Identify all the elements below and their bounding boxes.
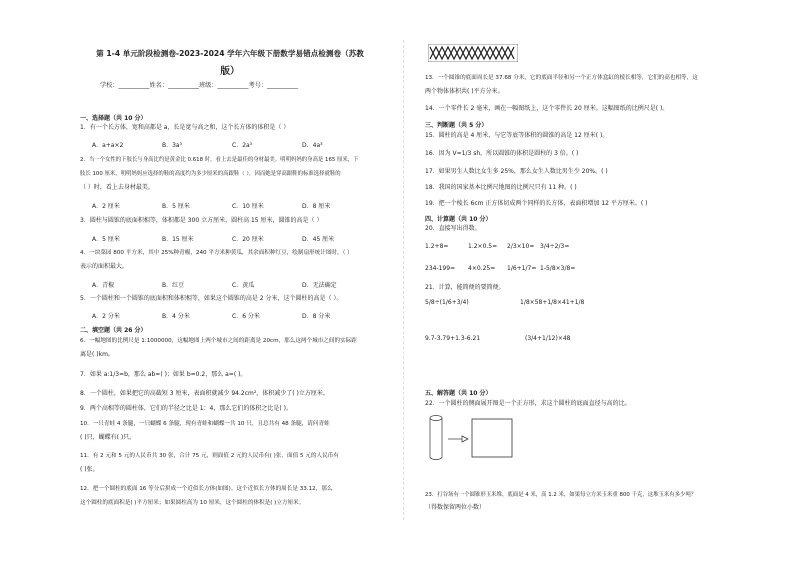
question-3-options <box>92 234 372 243</box>
section-calc-title: 四、计算题（共 10 分） <box>425 216 492 223</box>
question-23-line-1: 23．打谷场有一个圆锥形玉米堆，底面是 4 米，高 1.2 米，如果每立方米玉米重 800 千克，这堆玉米有多少吨？ <box>425 492 697 498</box>
calc-row-1-item-3: 2/3×10= <box>507 243 535 250</box>
option: D．无法确定 <box>302 282 337 289</box>
question-16: 16．因为 V=1/3 sh，所以圆锥的体积是圆柱的 3 倍。( ) <box>425 150 579 157</box>
question-9: 9．两个高相等的圆柱体，它们的半径之比是 1：4，那么它们的体积之比是( )。 <box>80 405 292 412</box>
option: B．5 厘米 <box>162 203 190 210</box>
question-4-options <box>92 280 372 289</box>
student-info-line: 学校：__________姓名：__________班级：__________考号：__________ <box>100 82 298 89</box>
question-2-options <box>92 201 372 210</box>
section-fill-title: 二、填空题（共 26 分） <box>80 327 147 334</box>
option: A．5 厘米 <box>92 236 120 243</box>
question-3: 3．圆柱与圆锥的底面积相等，体积都是 300 立方厘米，圆柱高 15 厘米，圆锥的高是（ ） <box>80 217 323 224</box>
question-13-line-1: 13．一个圆锥的底面周长是 37.68 分米，它的底面半径和另一个正方体盒缸的棱长相等，它们的高也相等，这 <box>425 75 698 81</box>
question-23-line-2: （得数保留两位小数） <box>425 504 486 511</box>
question-5-options <box>92 311 372 320</box>
question-12-line-2: 这个圆柱的底面积是( )平方厘米；如果圆柱高为 10 厘米，这个圆柱的体积是( )立方厘米。 <box>80 500 305 506</box>
logo-zigzag-icon <box>428 44 518 62</box>
question-1-options <box>92 140 372 149</box>
question-4-line-1: 4．一块菜园 800 平方米，其中 25%种青椒，240 平方米种黄瓜，其余面积种红豆，绘制扇形统计图时，（ ） <box>80 250 353 256</box>
option: D．4a³ <box>302 142 323 149</box>
question-11-line-1: 11．有 2 元和 5 元的人民币共 30 张，合计 75 元，则面值 2 元的人民币有( )张，面值 5 元的人民币有 <box>80 453 339 459</box>
square-unfold-shape <box>472 419 512 457</box>
question-13-line-2: 两个物体体积共( )平方分米。 <box>425 88 504 95</box>
cylinder-bottom <box>430 457 442 460</box>
title-line-2: 版） <box>220 66 240 77</box>
calc-row-2-item-3: 1/6+1/7= <box>507 265 537 272</box>
question-4-line-2: 表示的面积最大。 <box>80 263 129 270</box>
question-14: 14．一个零件长 2 毫米，画在一幅图纸上，这个零件长 20 厘米。这幅图纸的比例尺是( )。 <box>425 105 669 112</box>
calc-row-1-item-4: 3/4÷2/3= <box>540 243 570 250</box>
option: D．8 分米 <box>302 313 331 320</box>
calc-row-2-item-4: 1-5/8×3/8= <box>540 265 576 272</box>
question-10-line-1: 10．一只青蛙 4 条腿，一只蝴蝶 6 条腿，现有青蛙和蝴蝶一共 10 只，且总共有 48 条腿，请问青蛙 <box>80 421 330 427</box>
section-judge-title: 三、判断题（共 5 分） <box>425 122 488 129</box>
option: B．4 分米 <box>162 313 190 320</box>
option: B．15 厘米 <box>162 236 194 243</box>
question-15: 15．圆柱的高是 4 厘米，与它等底等体积的圆锥的高是 12 厘米( )。 <box>425 132 609 139</box>
question-1: 1．有一个长方体，宽和高都是 a，长是宽与高之和，这个长方体的体积是（ ） <box>80 124 290 131</box>
question-6-line-1: 6．一幅地图的比例尺是 1:1000000，这幅地图上两个城市之间的距离是 20cm，那么这两个城市之间的实际距 <box>80 338 357 344</box>
calc-21-a: 5/8÷(1/6+3/4) <box>425 299 469 306</box>
calc-row-2-item-1: 234-199= <box>425 265 456 272</box>
section-answer-title: 五、解答题（共 10 分） <box>425 390 492 397</box>
calc-21-b: 1/8×58+1/8×41+1/8 <box>520 299 585 306</box>
question-2-line-2: 肢长 100 厘米，明明妈妈应选择的鞋的高度约为多少厘米的高跟鞋（ ），因而她是穿高跟鞋的标准选择就鞋的 <box>80 171 341 177</box>
question-11-line-2: ( )张。 <box>80 466 99 473</box>
option: B．红豆 <box>162 282 185 289</box>
question-19: 19．把一个棱长 6cm 正方体切成两个同样的长方体，表面积增加 12 平方厘米。( ) <box>425 200 648 207</box>
section-choice-title: 一、选择题（共 10 分） <box>80 115 147 122</box>
question-18: 18．我国的国家基本比例尺地图的比例尺只有 11 种。( ) <box>425 184 577 191</box>
option: D．45 厘米 <box>302 236 335 243</box>
option: A．a+a×2 <box>92 142 124 149</box>
option: C．黄瓜 <box>232 282 255 289</box>
calc-row-2-item-2: 4×0.25= <box>468 265 496 272</box>
question-8: 8．一个圆柱，如果把它的高截短 3 厘米，表面积就减少 94.2cm²，体积减少了( )立方厘米。 <box>80 390 329 397</box>
option: D．8 厘米 <box>302 203 331 210</box>
calc-21-c: 9.7-3.79+1.3-6.21 <box>425 335 481 342</box>
calc-row-1-item-1: 1.2+8= <box>425 243 449 250</box>
exam-title <box>80 45 380 81</box>
question-21: 21．计算，能简便的要简便。 <box>425 284 505 291</box>
question-20: 20．直接写出得数。 <box>425 225 481 232</box>
option: C．10 厘米 <box>232 203 264 210</box>
cylinder-top-icon <box>430 416 442 421</box>
calc-row-1-item-2: 1.2×0.5= <box>468 243 498 250</box>
title-line-1: 第 1-4 单元阶段检测卷-2023-2024 学年六年级下册数学易错点检测卷（苏教 <box>96 49 364 58</box>
question-2-line-3: （ ）时，看上去身材最美。 <box>80 184 154 191</box>
column-divider <box>403 40 404 520</box>
arrow-right-icon <box>462 436 468 442</box>
question-6-line-2: 离是( )km。 <box>80 351 114 358</box>
question-2-line-1: 2．当一个女性的下肢长与身高比约是黄金比 0.618 时，看上去是最佳的身材最美。明明妈妈的身高是 165 厘米，下 <box>80 157 359 163</box>
question-10-line-2: ( )只，蝴蝶有( )只。 <box>80 434 136 441</box>
option: B．3a³ <box>162 142 183 149</box>
option: A．青椒 <box>92 282 115 289</box>
question-7: 7．如果 a:1/3=b，那么 ab=( )；如果 b=0.2，那么 a=( )。 <box>80 371 247 378</box>
option: A．2 分米 <box>92 313 120 320</box>
question-5: 5．一个圆柱和一个圆锥的底面积和体积相等，如果这个圆锥的高是 2 分米，这个圆柱的高是（ ）。 <box>80 295 343 302</box>
question-17: 17．如果男生人数比女生多 25%，那么女生人数比男生少 20%。( ) <box>425 168 608 175</box>
option: C．6 分米 <box>232 313 260 320</box>
question-12-line-1: 12．把一个圆柱的底面 16 等分后拼成一个近似长方体(如图)。这个近似长方体的周长是 33.12，那么 <box>80 486 333 492</box>
logo-banner <box>428 44 518 62</box>
option: A．2 厘米 <box>92 203 120 210</box>
option: C．2a³ <box>232 142 253 149</box>
question-22: 22．一个圆柱的侧面展开图是一个正方形，求这个圆柱的底面直径与高的比。 <box>425 400 631 407</box>
option: C．20 厘米 <box>232 236 264 243</box>
cylinder-unfold-figure <box>428 413 518 465</box>
calc-21-d: (3/4+1/12)×48 <box>525 335 571 342</box>
